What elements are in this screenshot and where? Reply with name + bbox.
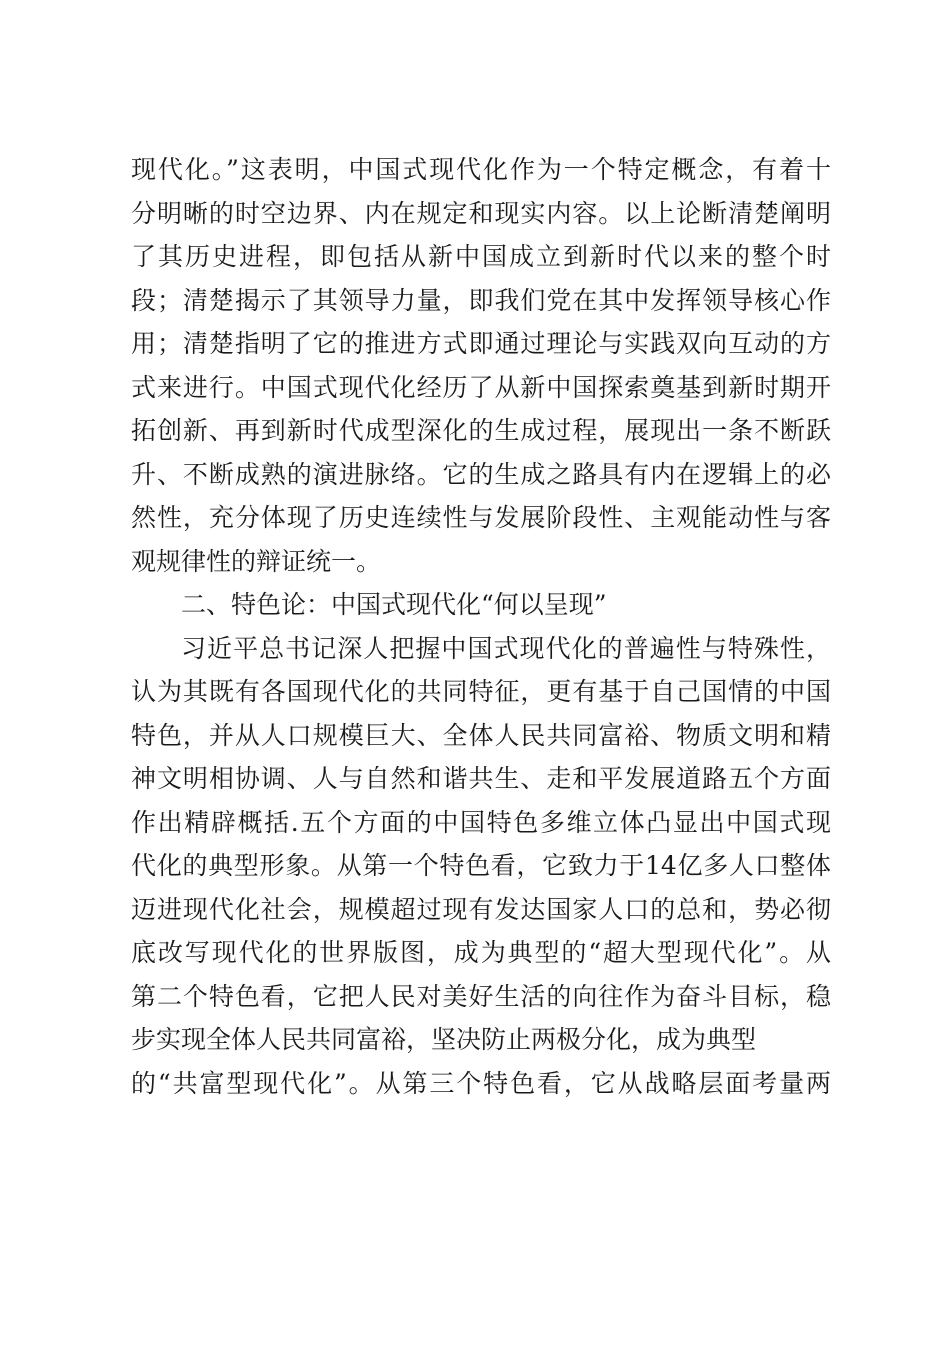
text-line: 迈进现代化社会，规模超过现有发达国家人口的总和，势必彻 xyxy=(131,894,831,924)
text-line: 段；清楚揭示了其领导力量，即我们党在其中发挥领导核心作 xyxy=(131,285,831,315)
text-line: 代化的典型形象。从第一个特色看，它致力于14亿多人口整体 xyxy=(131,851,831,880)
text-line: 习近平总书记深人把握中国式现代化的普遍性与特殊性， xyxy=(181,633,831,663)
text-line: 的“共富型现代化”。从第三个特色看，它从战略层面考量两 xyxy=(131,1068,831,1098)
text-line: 升、不断成熟的演进脉络。它的生成之路具有内在逻辑上的必 xyxy=(131,459,831,489)
text-line: 现代化。”这表明，中国式现代化作为一个特定概念，有着十 xyxy=(131,155,831,184)
text-line: 步实现全体人民共同富裕，坚决防止两极分化，成为典型 xyxy=(131,1025,757,1054)
text-line: 第二个特色看，它把人民对美好生活的向往作为奋斗目标，稳 xyxy=(131,981,831,1011)
text-line: 分明晰的时空边界、内在规定和现实内容。以上论断清楚阐明 xyxy=(131,198,831,228)
text-line: 式来进行。中国式现代化经历了从新中国探索奠基到新时期开 xyxy=(131,372,831,402)
text-line: 观规律性的辩证统一。 xyxy=(131,546,382,576)
text-line: 作出精辟概括.五个方面的中国特色多维立体凸显出中国式现 xyxy=(131,807,831,837)
text-line: 了其历史进程，即包括从新中国成立到新时代以来的整个时 xyxy=(131,242,831,271)
text-line: 特色，并从人口规模巨大、全体人民共同富裕、物质文明和精 xyxy=(131,720,831,750)
body-text xyxy=(131,148,831,1105)
text-line: 神文明相协调、人与自然和谐共生、走和平发展道路五个方面 xyxy=(131,764,831,793)
text-line: 然性，充分体现了历史连续性与发展阶段性、主观能动性与客 xyxy=(131,503,831,532)
text-line: 拓创新、再到新时代成型深化的生成过程，展现出一条不断跃 xyxy=(131,416,831,445)
section-heading: 二、特色论：中国式现代化“何以呈现” xyxy=(181,590,607,619)
text-line: 用；清楚指明了它的推进方式即通过理论与实践双向互动的方 xyxy=(131,329,831,358)
text-line: 底改写现代化的世界版图，成为典型的“超大型现代化”。从 xyxy=(131,938,831,967)
text-line: 认为其既有各国现代化的共同特征，更有基于自己国情的中国 xyxy=(131,677,831,706)
